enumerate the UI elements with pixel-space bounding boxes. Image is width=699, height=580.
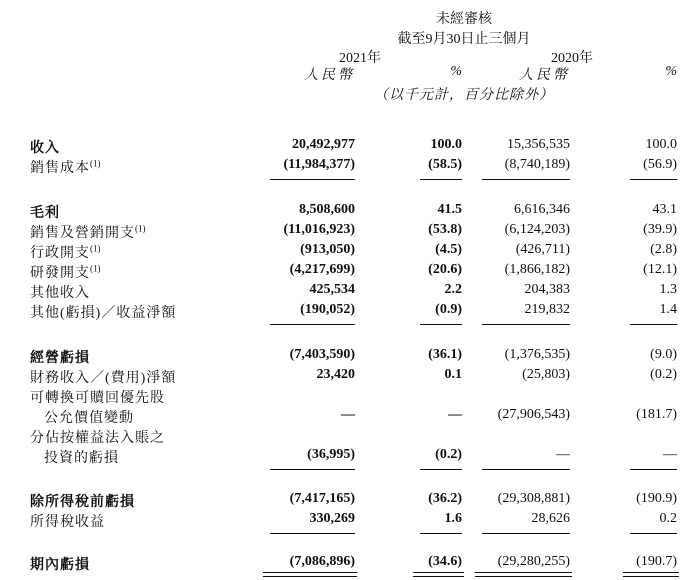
row-label: 銷售成本$^{(1)}$ xyxy=(30,158,101,176)
underline xyxy=(482,533,570,534)
value-2021: (190,052) xyxy=(300,302,355,317)
pct-2021: (0.9) xyxy=(435,302,462,317)
value-2021: (7,403,590) xyxy=(289,347,355,362)
value-2020: (8,740,189) xyxy=(504,157,570,172)
pct-2021: — xyxy=(448,407,462,422)
value-2020: 15,356,535 xyxy=(507,137,570,152)
pct-2020: (56.9) xyxy=(643,157,677,172)
table-row xyxy=(0,367,699,387)
value-2021: 20,492,977 xyxy=(292,137,355,152)
underline xyxy=(420,179,462,180)
row-label: 可轉換可贖回優先股 xyxy=(30,391,165,406)
period-heading: 截至9月30日止三個月 xyxy=(397,32,531,47)
table-row xyxy=(0,202,699,222)
table-row xyxy=(0,242,699,262)
table-row xyxy=(0,491,699,511)
double-underline xyxy=(475,572,572,577)
pct-2020: (0.2) xyxy=(650,367,677,382)
table-row xyxy=(0,554,699,574)
pct-2020: 1.4 xyxy=(659,302,677,317)
pct-2020: 43.1 xyxy=(652,202,677,217)
pct-2020: (181.7) xyxy=(636,407,677,422)
pct-2021: 2.2 xyxy=(444,282,462,297)
value-2020: (27,906,543) xyxy=(497,407,570,422)
pct-2020: (9.0) xyxy=(650,347,677,362)
underline xyxy=(482,324,570,325)
value-2020: — xyxy=(556,447,570,462)
underline xyxy=(270,469,355,470)
row-label: 銷售及營銷開支$^{(1)}$ xyxy=(30,223,146,241)
table-row xyxy=(0,302,699,322)
table-row xyxy=(0,427,699,447)
underline xyxy=(630,179,677,180)
value-2020: 6,616,346 xyxy=(514,202,570,217)
underline xyxy=(420,469,462,470)
underline xyxy=(270,324,355,325)
table-row xyxy=(0,407,699,427)
value-2020: (1,866,182) xyxy=(504,262,570,277)
footnote-marker: (1) xyxy=(90,158,101,169)
value-2021: (7,417,165) xyxy=(289,491,355,506)
pct-2021: (0.2) xyxy=(435,447,462,462)
pct-2021: (36.1) xyxy=(428,347,462,362)
value-2021: 330,269 xyxy=(309,511,355,526)
value-2020: (1,376,535) xyxy=(504,347,570,362)
row-label: 分佔按權益法入賬之 xyxy=(30,431,165,446)
row-label: 經營虧損 xyxy=(30,351,90,366)
pct-2020-heading: % xyxy=(665,64,677,79)
table-row xyxy=(0,447,699,467)
footnote-marker: (1) xyxy=(90,243,101,254)
value-2021: (11,984,377) xyxy=(283,157,355,172)
rmb-2021-heading: 人民幣 xyxy=(304,68,355,83)
value-2020: (6,124,203) xyxy=(504,222,570,237)
value-2020: (29,280,255) xyxy=(497,554,570,569)
row-label: 研發開支$^{(1)}$ xyxy=(30,263,101,281)
pct-2021: 0.1 xyxy=(444,367,462,382)
table-row xyxy=(0,347,699,367)
value-2020: (29,308,881) xyxy=(497,491,570,506)
row-label: 其他收入 xyxy=(30,286,90,301)
underline xyxy=(630,469,677,470)
row-label: 期內虧損 xyxy=(30,558,90,573)
pct-2020: (12.1) xyxy=(643,262,677,277)
underline xyxy=(420,533,462,534)
pct-2020: (190.7) xyxy=(636,554,677,569)
pct-2020: (39.9) xyxy=(643,222,677,237)
underline xyxy=(270,533,355,534)
value-2020: (25,803) xyxy=(522,367,570,382)
pct-2020: 1.3 xyxy=(659,282,677,297)
pct-2020: 100.0 xyxy=(645,137,677,152)
value-2021: (7,086,896) xyxy=(289,554,355,569)
pct-2020: — xyxy=(663,447,677,462)
row-label: 投資的虧損 xyxy=(44,451,119,466)
row-label: 除所得稅前虧損 xyxy=(30,495,135,510)
row-label: 毛利 xyxy=(30,206,60,221)
pct-2020: 0.2 xyxy=(659,511,677,526)
value-2021: (11,016,923) xyxy=(283,222,355,237)
pct-2021-heading: % xyxy=(450,64,462,79)
value-2020: 28,626 xyxy=(531,511,570,526)
unaudited-heading: 未經審核 xyxy=(436,12,492,27)
footnote-marker: (1) xyxy=(90,263,101,274)
underline xyxy=(420,324,462,325)
pct-2021: 1.6 xyxy=(444,511,462,526)
double-underline xyxy=(413,572,464,577)
unit-note: （以千元計，百分比除外） xyxy=(374,88,554,103)
pct-2021: (53.8) xyxy=(428,222,462,237)
row-label: 所得稅收益 xyxy=(30,515,105,530)
value-2020: (426,711) xyxy=(515,242,570,257)
table-row xyxy=(0,137,699,157)
value-2020: 219,832 xyxy=(524,302,570,317)
rmb-2020-heading: 人民幣 xyxy=(519,68,570,83)
pct-2020: (190.9) xyxy=(636,491,677,506)
value-2021: (36,995) xyxy=(307,447,355,462)
pct-2021: (34.6) xyxy=(428,554,462,569)
pct-2021: 41.5 xyxy=(437,202,462,217)
footnote-marker: (1) xyxy=(135,223,146,234)
table-row xyxy=(0,157,699,177)
pct-2021: (4.5) xyxy=(435,242,462,257)
double-underline xyxy=(623,572,679,577)
year-2021-heading: 2021年 xyxy=(339,51,381,66)
pct-2021: 100.0 xyxy=(430,137,462,152)
row-label: 行政開支$^{(1)}$ xyxy=(30,243,101,261)
value-2021: 23,420 xyxy=(316,367,355,382)
pct-2021: (20.6) xyxy=(428,262,462,277)
underline xyxy=(270,179,355,180)
underline xyxy=(630,324,677,325)
value-2021: (913,050) xyxy=(300,242,355,257)
underline xyxy=(482,469,570,470)
table-row xyxy=(0,282,699,302)
value-2020: 204,383 xyxy=(524,282,570,297)
underline xyxy=(630,533,677,534)
value-2021: — xyxy=(341,407,355,422)
value-2021: 8,508,600 xyxy=(299,202,355,217)
underline xyxy=(482,179,570,180)
pct-2021: (36.2) xyxy=(428,491,462,506)
table-row xyxy=(0,387,699,407)
table-row xyxy=(0,222,699,242)
table-row xyxy=(0,262,699,282)
double-underline xyxy=(263,572,357,577)
value-2021: (4,217,699) xyxy=(289,262,355,277)
table-row xyxy=(0,511,699,531)
row-label: 公允價值變動 xyxy=(44,411,134,426)
row-label: 財務收入／(費用)淨額 xyxy=(30,371,177,386)
value-2021: 425,534 xyxy=(309,282,355,297)
row-label: 收入 xyxy=(30,141,60,156)
year-2020-heading: 2020年 xyxy=(551,51,593,66)
pct-2021: (58.5) xyxy=(428,157,462,172)
row-label: 其他(虧損)／收益淨額 xyxy=(30,306,177,321)
pct-2020: (2.8) xyxy=(650,242,677,257)
